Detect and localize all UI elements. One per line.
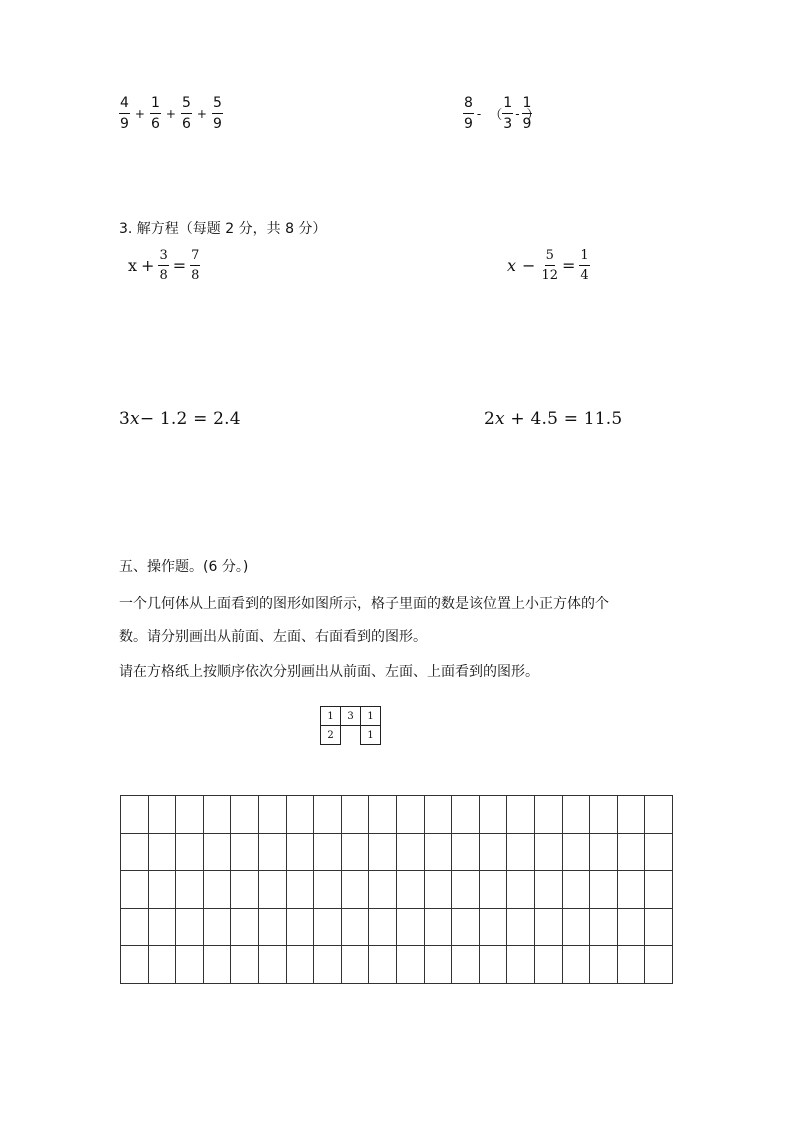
variable-x: x	[507, 256, 517, 275]
fraction	[119, 96, 130, 131]
grid-cell	[231, 946, 259, 984]
grid-cell	[369, 946, 397, 984]
drawing-grid-paper	[120, 795, 673, 984]
grid-cell	[341, 946, 369, 984]
section-5-paragraph-1: 一个几何体从上面看到的图形如图所示，格子里面的数是该位置上小正方体的个	[119, 596, 609, 612]
grid-cell	[148, 946, 176, 984]
top-view-cell: 1	[361, 726, 381, 745]
top-view-cell: 1	[321, 707, 341, 726]
grid-cell	[176, 908, 204, 946]
fraction	[541, 249, 558, 282]
grid-cell	[286, 871, 314, 909]
plus-sign: +	[134, 106, 145, 121]
fraction	[579, 249, 589, 282]
numerator: 3	[158, 249, 168, 266]
grid-cell	[590, 946, 618, 984]
grid-cell	[286, 796, 314, 834]
numerator: 7	[190, 249, 200, 266]
grid-cell	[176, 946, 204, 984]
equation-4	[484, 409, 622, 429]
grid-cell	[562, 908, 590, 946]
grid-cell	[534, 871, 562, 909]
grid-cell	[645, 796, 673, 834]
fraction	[150, 96, 161, 131]
denominator: 9	[464, 116, 473, 132]
left-paren: （	[489, 108, 503, 123]
minus-sign: -	[476, 106, 482, 121]
fraction	[502, 96, 513, 131]
equation-rest: + 4.5 = 11.5	[504, 409, 623, 429]
equation-rest: − 1.2 = 2.4	[139, 409, 241, 429]
grid-cell	[424, 833, 452, 871]
grid-cell	[452, 796, 480, 834]
calc-right-expression	[463, 96, 539, 131]
grid-cell	[314, 946, 342, 984]
grid-cell	[341, 833, 369, 871]
grid-cell	[396, 946, 424, 984]
minus-sign: −	[522, 256, 536, 275]
grid-cell	[258, 946, 286, 984]
plus-sign: +	[196, 106, 207, 121]
fraction	[212, 96, 223, 131]
plus-sign: +	[165, 106, 176, 121]
grid-cell	[148, 833, 176, 871]
fraction	[158, 249, 168, 282]
grid-cell	[452, 946, 480, 984]
section-5-paragraph-3: 请在方格纸上按顺序依次分别画出从前面、左面、上面看到的图形。	[119, 664, 539, 680]
minus-sign: -	[515, 106, 520, 121]
denominator: 9	[120, 116, 129, 132]
grid-cell	[452, 833, 480, 871]
grid-cell	[314, 908, 342, 946]
numerator: 5	[181, 96, 192, 114]
grid-cell	[121, 871, 149, 909]
grid-cell	[507, 871, 535, 909]
numerator: 8	[463, 96, 474, 114]
denominator: 12	[541, 268, 558, 283]
fraction	[181, 96, 192, 131]
denominator: 6	[181, 116, 191, 132]
grid-cell	[645, 946, 673, 984]
grid-cell	[148, 908, 176, 946]
grid-cell	[148, 796, 176, 834]
denominator: 3	[503, 116, 513, 132]
grid-cell	[507, 908, 535, 946]
denominator: 4	[580, 268, 589, 283]
grid-cell	[452, 908, 480, 946]
top-view-cell: 3	[341, 707, 361, 726]
section-5-heading: 五、操作题。(6 分。)	[119, 559, 249, 575]
grid-cell	[369, 908, 397, 946]
numerator: 1	[150, 96, 161, 114]
grid-cell	[203, 833, 231, 871]
coefficient: 2	[484, 409, 496, 429]
right-paren: ）	[526, 108, 540, 123]
numerator: 1	[502, 96, 513, 114]
numerator: 5	[212, 96, 223, 114]
grid-cell	[203, 796, 231, 834]
grid-cell	[562, 833, 590, 871]
top-view-grid	[320, 706, 381, 745]
grid-cell	[590, 796, 618, 834]
grid-cell	[121, 796, 149, 834]
grid-cell	[341, 871, 369, 909]
grid-cell	[617, 946, 645, 984]
grid-cell	[617, 871, 645, 909]
fraction	[190, 249, 200, 282]
grid-cell	[590, 833, 618, 871]
grid-cell	[479, 796, 507, 834]
fraction	[463, 96, 474, 131]
numerator: 1	[522, 96, 533, 114]
grid-cell	[341, 908, 369, 946]
grid-cell	[479, 908, 507, 946]
grid-cell	[534, 796, 562, 834]
grid-cell	[286, 833, 314, 871]
grid-cell	[590, 908, 618, 946]
grid-cell	[176, 833, 204, 871]
grid-cell	[314, 833, 342, 871]
equation-1	[128, 249, 200, 282]
grid-cell	[452, 871, 480, 909]
grid-cell	[617, 796, 645, 834]
grid-cell	[121, 833, 149, 871]
grid-cell	[203, 871, 231, 909]
grid-cell	[424, 796, 452, 834]
calc-left-expression	[119, 96, 223, 131]
grid-cell	[424, 946, 452, 984]
denominator: 6	[150, 116, 160, 132]
grid-cell	[590, 871, 618, 909]
grid-cell	[148, 871, 176, 909]
grid-cell	[396, 833, 424, 871]
grid-cell	[121, 946, 149, 984]
denominator: 9	[522, 116, 532, 132]
grid-cell	[479, 871, 507, 909]
section-5-paragraph-2: 数。请分别画出从前面、左面、右面看到的图形。	[119, 629, 427, 645]
grid-cell	[562, 871, 590, 909]
grid-cell	[479, 833, 507, 871]
grid-cell	[341, 796, 369, 834]
grid-cell	[562, 946, 590, 984]
grid-cell	[645, 908, 673, 946]
coefficient: 3	[119, 409, 131, 429]
equation-2	[507, 249, 590, 282]
top-view-cell: 1	[361, 707, 381, 726]
denominator: 8	[159, 268, 168, 283]
grid-cell	[617, 908, 645, 946]
grid-cell	[534, 946, 562, 984]
grid-cell	[369, 833, 397, 871]
variable-x: x	[128, 256, 138, 275]
grid-cell	[369, 796, 397, 834]
numerator: 4	[119, 96, 130, 114]
grid-cell	[369, 871, 397, 909]
grid-cell	[645, 871, 673, 909]
grid-cell	[286, 946, 314, 984]
grid-cell	[258, 796, 286, 834]
denominator: 8	[191, 268, 200, 283]
grid-cell	[396, 871, 424, 909]
grid-cell	[507, 946, 535, 984]
grid-cell	[396, 796, 424, 834]
grid-cell	[507, 796, 535, 834]
plus-sign: +	[141, 256, 155, 275]
grid-cell	[479, 946, 507, 984]
grid-cell	[534, 908, 562, 946]
denominator: 9	[212, 116, 222, 132]
grid-cell	[645, 833, 673, 871]
grid-cell	[424, 871, 452, 909]
equals-sign: =	[561, 256, 576, 275]
equation-3	[119, 409, 241, 429]
grid-cell	[507, 833, 535, 871]
grid-cell	[258, 908, 286, 946]
grid-cell	[314, 871, 342, 909]
top-view-empty-cell	[341, 726, 361, 745]
grid-cell	[562, 796, 590, 834]
grid-cell	[258, 833, 286, 871]
grid-cell	[286, 908, 314, 946]
numerator: 5	[545, 249, 555, 266]
grid-cell	[176, 871, 204, 909]
grid-cell	[617, 833, 645, 871]
grid-cell	[258, 871, 286, 909]
grid-cell	[231, 871, 259, 909]
grid-cell	[231, 908, 259, 946]
top-view-cell: 2	[321, 726, 341, 745]
variable-x: x	[495, 409, 505, 429]
grid-cell	[203, 908, 231, 946]
grid-cell	[203, 946, 231, 984]
grid-cell	[424, 908, 452, 946]
grid-cell	[231, 833, 259, 871]
section-3-heading: 3. 解方程（每题 2 分，共 8 分）	[119, 221, 327, 237]
grid-cell	[534, 833, 562, 871]
variable-x: x	[130, 409, 140, 429]
grid-cell	[176, 796, 204, 834]
grid-cell	[121, 908, 149, 946]
grid-cell	[314, 796, 342, 834]
equals-sign: =	[172, 256, 187, 275]
grid-cell	[396, 908, 424, 946]
grid-cell	[231, 796, 259, 834]
numerator: 1	[579, 249, 589, 266]
